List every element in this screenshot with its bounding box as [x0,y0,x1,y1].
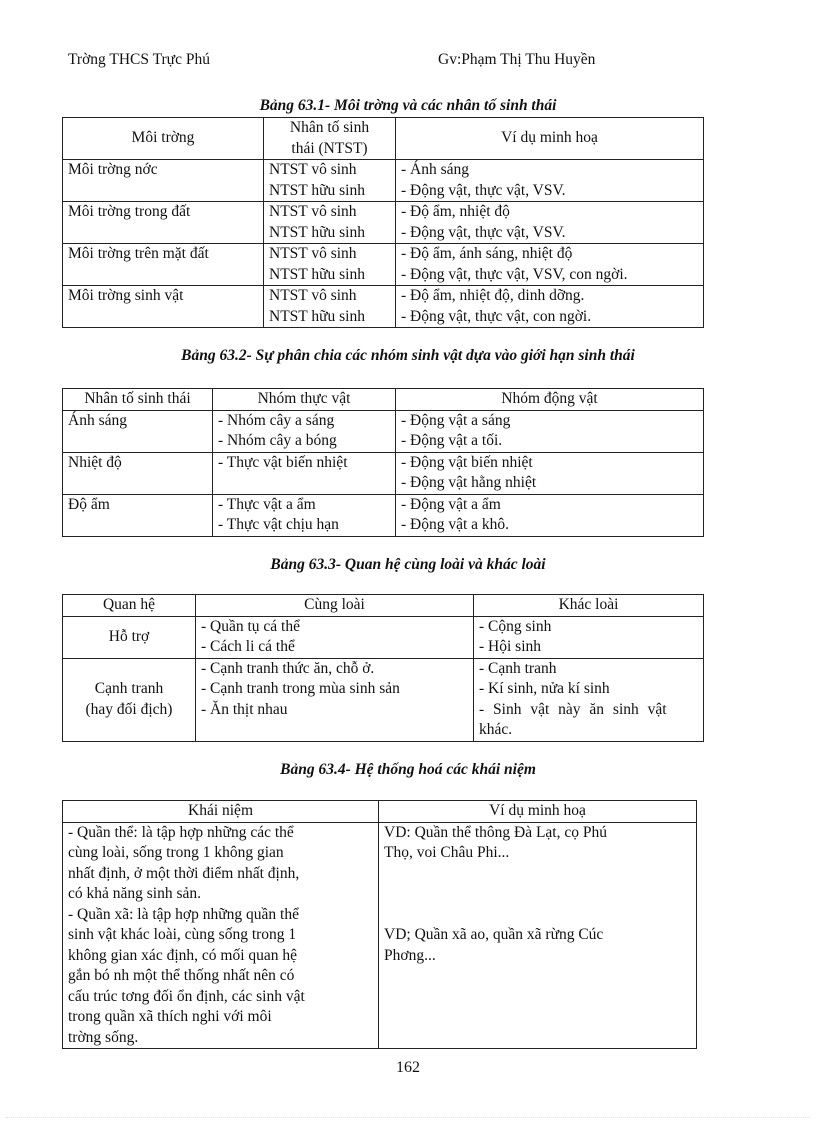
plant-cell [213,494,396,536]
table1-environment [62,117,704,328]
same-line: - Ăn thịt nhau [201,700,288,718]
factor-line: NTST vô sinh [269,203,357,220]
header-cell: Khác loài [474,595,704,617]
example-cell [396,202,704,244]
diff-species-cell [474,616,704,658]
same-line: - Cạnh tranh trong mùa sinh sản [201,680,400,697]
spacer [384,905,691,926]
factor-cell [264,160,396,202]
plant-cell [213,410,396,452]
factor-cell: Ánh sáng [63,410,213,452]
table4-caption: Bảng 63.4- Hệ thống hoá các khái niệm [280,761,536,778]
animal-cell [396,410,704,452]
plant-line: - Nhóm cây a bóng [218,432,337,449]
factor-cell [264,244,396,286]
diff-line: - Kí sinh, nửa kí sinh [479,680,610,697]
population-line: cùng loài, sống trong 1 không gian [68,844,284,861]
table-header-row [63,801,697,823]
table-row [63,658,704,741]
plant-line: - Thực vật biến nhiệt [218,453,348,471]
spacer [384,884,691,905]
example-cell [396,286,704,328]
community-example-line: VD; Quần xã ao, quần xã rừng Cúc [384,926,604,943]
example-line: - Động vật, thực vật, VSV, con ngời. [401,265,628,283]
plant-cell [213,452,396,494]
header-cell: Ví dụ minh hoạ [396,118,704,160]
diff-line: - Cộng sinh [479,617,552,635]
factor-line: NTST hữu sinh [269,265,365,283]
example-line: - Động vật, thực vật, VSV. [401,223,566,241]
factor-line: NTST hữu sinh [269,181,365,199]
env-cell: Môi trờng trên mặt đất [63,244,264,286]
table-header-row [63,389,704,411]
population-example-line: VD: Quần thể thông Đà Lạt, cọ Phú [384,823,607,841]
table-row [63,494,704,536]
page-edge-divider [6,1117,810,1118]
population-example-line: Thọ, voi Châu Phi... [384,844,510,861]
factor-line: NTST hữu sinh [269,307,365,325]
header-cell: Nhóm động vật [396,389,704,411]
community-line: trờng sống. [68,1028,139,1046]
same-species-cell [196,616,474,658]
example-cell [396,244,704,286]
diff-line: - Hội sinh [479,638,541,655]
animal-line: - Động vật hằng nhiệt [401,474,537,491]
table-row [63,160,704,202]
table-header-row [63,118,704,160]
header-teacher: Gv:Phạm Thị Thu Huyền [438,51,596,68]
header-school: Trờng THCS Trực Phú [68,51,210,68]
header-line: thái (NTST) [291,139,368,157]
factor-line: NTST vô sinh [269,161,357,178]
community-example-line: Phơng... [384,946,436,964]
table2-caption: Bảng 63.2- Sự phân chia các nhóm sinh vật dựa vào giới hạn sinh thái [181,347,635,364]
community-line: sinh vật khác loài, cùng sống trong 1 [68,926,297,943]
factor-line: NTST hữu sinh [269,223,365,241]
header-cell: Cùng loài [196,595,474,617]
plant-line: - Nhóm cây a sáng [218,411,335,429]
example-line: - Động vật, thực vật, VSV. [401,181,566,199]
table-header-row [63,595,704,617]
factor-line: NTST vô sinh [269,287,357,304]
table-row [63,286,704,328]
example-line: - Độ ẩm, ánh sáng, nhiệt độ [401,245,573,262]
table3-relationships [62,594,704,742]
header-line: Nhân tố sinh [289,119,370,136]
factor-cell [264,286,396,328]
relation-line: Cạnh tranh [94,680,164,697]
community-line: - Quần xã: là tập hợp những quần thể [68,905,299,923]
population-line: nhất định, ở một thời điểm nhất định, [68,864,300,882]
table4-concepts [62,800,697,1049]
concept-cell [63,822,379,1049]
spacer [384,864,691,885]
header-cell [264,118,396,160]
population-line: - Quần thể: là tập hợp những các thể [68,823,294,841]
env-cell: Môi trờng nớc [63,160,264,202]
animal-line: - Động vật a ẩm [401,495,501,513]
animal-line: - Động vật a sáng [401,411,511,429]
header-cell: Ví dụ minh hoạ [379,801,697,823]
diff-species-cell [474,658,704,741]
plant-line [218,473,390,494]
animal-line: - Động vật a khô. [401,516,510,533]
population-line: có khả năng sinh sản. [68,885,202,902]
env-cell: Môi trờng trong đất [63,202,264,244]
table-row [63,822,697,1049]
factor-line: NTST vô sinh [269,245,357,262]
table1-caption: Bảng 63.1- Môi trờng và các nhân tố sinh thái [259,97,557,114]
example-line: - Ánh sáng [401,161,470,178]
relation-line: (hay đối địch) [85,700,173,718]
diff-line: - Sinh vật này ăn sinh vật [479,700,667,718]
diff-line: khác. [479,721,513,738]
table-row [63,244,704,286]
table-row [63,202,704,244]
animal-cell [396,494,704,536]
table3-caption: Bảng 63.3- Quan hệ cùng loài và khác loài [270,556,546,573]
community-line: gắn bó nh một thể thống nhất nên có [68,967,295,984]
table-row [63,410,704,452]
table-row [63,616,704,658]
community-line: cấu trúc tơng đối ổn định, các sinh vật [68,987,305,1005]
community-line: trong quần xã thích nghi với môi [68,1008,272,1025]
community-line: không gian xác định, có mối quan hệ [68,946,298,964]
animal-line: - Động vật biến nhiệt [401,453,533,471]
table-row [63,452,704,494]
same-line: - Cạnh tranh thức ăn, chỗ ở. [201,659,375,677]
factor-cell [264,202,396,244]
header-cell: Quan hệ [63,595,196,617]
relation-cell: Hỗ trợ [63,616,196,658]
example-cell [379,822,697,1049]
same-line: - Cách li cá thể [201,638,295,655]
same-line: - Quần tụ cá thể [201,617,300,635]
example-line: - Độ ẩm, nhiệt độ, dinh dỡng. [401,287,585,304]
env-cell: Môi trờng sinh vật [63,286,264,328]
animal-line: - Động vật a tối. [401,432,503,449]
example-line: - Độ ẩm, nhiệt độ [401,203,510,220]
example-cell [396,160,704,202]
factor-cell: Độ ẩm [63,494,213,536]
same-species-cell [196,658,474,741]
relation-cell [63,658,196,741]
header-cell: Nhân tố sinh thái [63,389,213,411]
page-number: 162 [396,1059,420,1076]
factor-cell: Nhiệt độ [63,452,213,494]
table2-tolerance-groups [62,388,704,537]
header-cell: Khái niệm [63,801,379,823]
header-cell: Nhóm thực vật [213,389,396,411]
animal-cell [396,452,704,494]
example-line: - Động vật, thực vật, con ngời. [401,307,592,325]
diff-line: - Cạnh tranh [479,659,557,677]
header-cell: Môi trờng [63,118,264,160]
plant-line: - Thực vật a ẩm [218,495,316,513]
plant-line: - Thực vật chịu hạn [218,516,339,533]
